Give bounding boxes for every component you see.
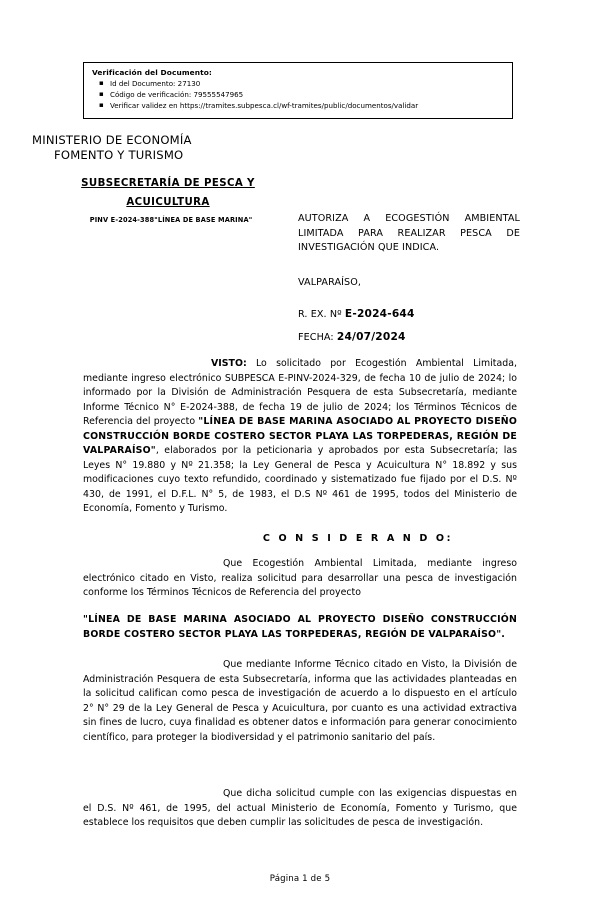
subsecretaria-line-2: ACUICULTURA	[126, 197, 210, 209]
considerando-3-text: Que dicha solicitud cumple con las exigencias dispuestas en el D.S. Nº 461, de 1995, del actual Ministerio de Economía, Fomento y Turismo, que establece los requisitos que deben cumplir las solicitudes de pesca de investigación.	[83, 788, 517, 829]
verification-box-title: Verificación del Documento:	[92, 68, 212, 77]
resolution-number	[298, 308, 415, 320]
considerando-2-text: Que mediante Informe Técnico citado en Visto, la División de Administración Pesquera de esta Subsecretaría, informa que las actividades planteadas en la solicitud califican como pesca de investigación de acuerdo a lo dispuesto en el artículo 2° N° 29 de la Ley General de Pesca y Acuicultura, por cuanto es una actividad extractiva sin fines de lucro, cuya finalidad es obtener datos e información para generar conocimiento científico, para proteger la biodiversidad y el patrimonio sanitario del país.	[83, 659, 517, 743]
resolution-date-value: 24/07/2024	[336, 331, 406, 343]
subsecretaria-line-1: SUBSECRETARÍA DE PESCA Y	[81, 177, 255, 189]
considerando-paragraph-3	[83, 787, 517, 831]
verification-item-url: ▪ Verificar validez en https://tramites.subpesca.cl/wf-tramites/public/documentos/validar	[110, 101, 506, 112]
letterhead	[30, 133, 300, 224]
resolution-number-label: R. EX. Nº	[298, 309, 345, 320]
ministry-line-2: FOMENTO Y TURISMO	[54, 147, 184, 162]
considerando-heading: C O N S I D E R A N D O:	[262, 533, 454, 544]
considerando-paragraph-1-title: "LÍNEA DE BASE MARINA ASOCIADO AL PROYECTO DISEÑO CONSTRUCCIÓN BORDE COSTERO SECTOR PLAYA LAS TORPEDERAS, REGIÓN DE VALPARAÍSO".	[83, 614, 517, 640]
subsecretaria-block	[30, 171, 300, 211]
considerando-1-text: Que Ecogestión Ambiental Limitada, mediante ingreso electrónico citado en Visto, realiza solicitud para desarrollar una pesca de investigación conforme los Términos Técnicos de Referencia del proyecto	[83, 558, 517, 599]
verification-item-document-id: ▪ Id del Documento: 27130	[110, 79, 506, 90]
visto-heading: VISTO:	[211, 358, 247, 369]
subject-text: AUTORIZA A ECOGESTIÓN AMBIENTAL LIMITADA PARA REALIZAR PESCA DE INVESTIGACIÓN QUE INDICA.	[298, 213, 520, 254]
resolution-number-value: E-2024-644	[344, 308, 415, 320]
visto-text-part-1: Lo solicitado por Ecogestión Ambiental Limitada, mediante ingreso electrónico SUBPESCA E-PINV-2024-329, de fecha 10 de julio de 2024; lo informado por la División de Administración Pesquera de esta Subsecretaría, mediante Informe Técnico N° E-2024-388, de fecha 19 de julio de 2024; los Términos Técnicos de Referencia del proyecto	[83, 358, 517, 428]
city-label: VALPARAÍSO,	[298, 277, 362, 288]
visto-text-part-2: , elaborados por la peticionaria y aprobados por esta Subsecretaría; las Leyes N° 19.880 y Nº 21.358; la Ley General de Pesca y Acuicultura N° 18.892 y sus modificaciones cuyo texto refundido, coordinado y sistematizado fue fijado por el D.S. Nº 430, de 1991, el D.F.L. N° 5, de 1983, el D.S Nº 461 de 1995, todos del Ministerio de Economía, Fomento y Turismo.	[83, 445, 517, 515]
considerando-paragraph-1	[83, 557, 517, 601]
project-code-label: PINV E-2024-388"LÍNEA DE BASE MARINA"	[89, 216, 253, 225]
resolution-date-label: FECHA:	[298, 332, 337, 343]
considerando-paragraph-2	[83, 658, 517, 745]
verification-box	[83, 62, 513, 119]
verification-item-code: ▪ Código de verificación: 79555547965	[110, 90, 506, 101]
page-footer: Página 1 de 5	[269, 874, 331, 884]
subsecretaria-line-2-wrap	[36, 190, 300, 210]
visto-paragraph	[83, 357, 517, 517]
ministry-line-1: MINISTERIO DE ECONOMÍA	[32, 133, 192, 147]
visto-project-title: "LÍNEA DE BASE MARINA ASOCIADO AL PROYECTO DISEÑO CONSTRUCCIÓN BORDE COSTERO SECTOR PLAYA LAS TORPEDERAS, REGIÓN DE VALPARAÍSO"	[83, 416, 518, 457]
resolution-date	[298, 331, 406, 343]
verification-box-list	[92, 79, 506, 112]
